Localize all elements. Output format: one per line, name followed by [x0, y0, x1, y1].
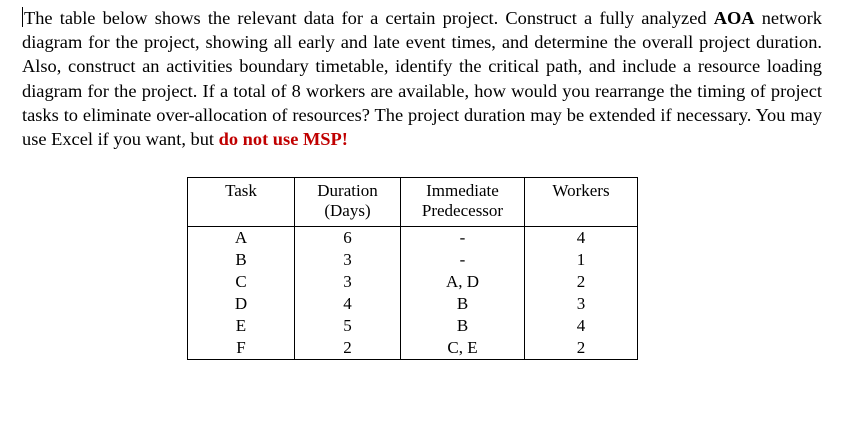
table-row: [188, 315, 638, 337]
table-row: [188, 337, 638, 360]
header-workers-label: Workers: [552, 181, 610, 200]
table-header-row: [188, 178, 638, 227]
cell-predecessor: B: [401, 315, 525, 337]
table-row: [188, 271, 638, 293]
header-duration: [295, 178, 401, 227]
header-task: [188, 178, 295, 227]
cell-duration: 2: [295, 337, 401, 360]
header-workers: [525, 178, 638, 227]
cell-task: C: [188, 271, 295, 293]
cell-duration: 3: [295, 271, 401, 293]
cell-workers: 4: [525, 315, 638, 337]
project-data-table: [187, 177, 638, 360]
cell-predecessor: C, E: [401, 337, 525, 360]
cell-workers: 2: [525, 271, 638, 293]
header-duration-line2: (Days): [324, 201, 371, 220]
cell-workers: 1: [525, 249, 638, 271]
cell-task: F: [188, 337, 295, 360]
problem-bold-aoa: AOA: [713, 8, 755, 28]
table-row: [188, 227, 638, 250]
header-duration-line1: Duration: [317, 181, 378, 200]
table-row: [188, 293, 638, 315]
header-task-label: Task: [225, 181, 257, 200]
problem-statement: [22, 6, 822, 151]
cell-workers: 4: [525, 227, 638, 250]
table-row: [188, 249, 638, 271]
cell-predecessor: B: [401, 293, 525, 315]
cell-duration: 4: [295, 293, 401, 315]
text-cursor: [22, 7, 23, 27]
header-predecessor: [401, 178, 525, 227]
cell-duration: 6: [295, 227, 401, 250]
cell-task: D: [188, 293, 295, 315]
header-predecessor-line2: Predecessor: [421, 201, 504, 220]
cell-workers: 2: [525, 337, 638, 360]
problem-red-warning: do not use MSP!: [218, 129, 348, 150]
cell-predecessor: A, D: [401, 271, 525, 293]
header-predecessor-line1: Immediate: [426, 181, 499, 200]
cell-duration: 3: [295, 249, 401, 271]
cell-task: A: [188, 227, 295, 250]
problem-text-part-2: network diagram for the project, showing all early and late event times, and determine the overall project duration. Also, construct an activities boundary timetable, identify the critical path, and include a resource loading diagram for the project. If a total of 8 workers are available, how would you rearrange the timing of project tasks to eliminate over-allocation of resources? The project duration may be extended if necessary. You may use Excel if you want, but: [22, 8, 822, 150]
cell-duration: 5: [295, 315, 401, 337]
cell-workers: 3: [525, 293, 638, 315]
problem-text-part-1: The table below shows the relevant data for a certain project. Construct a fully analyzed: [24, 8, 714, 28]
cell-predecessor: -: [401, 227, 525, 250]
cell-task: B: [188, 249, 295, 271]
cell-task: E: [188, 315, 295, 337]
cell-predecessor: -: [401, 249, 525, 271]
